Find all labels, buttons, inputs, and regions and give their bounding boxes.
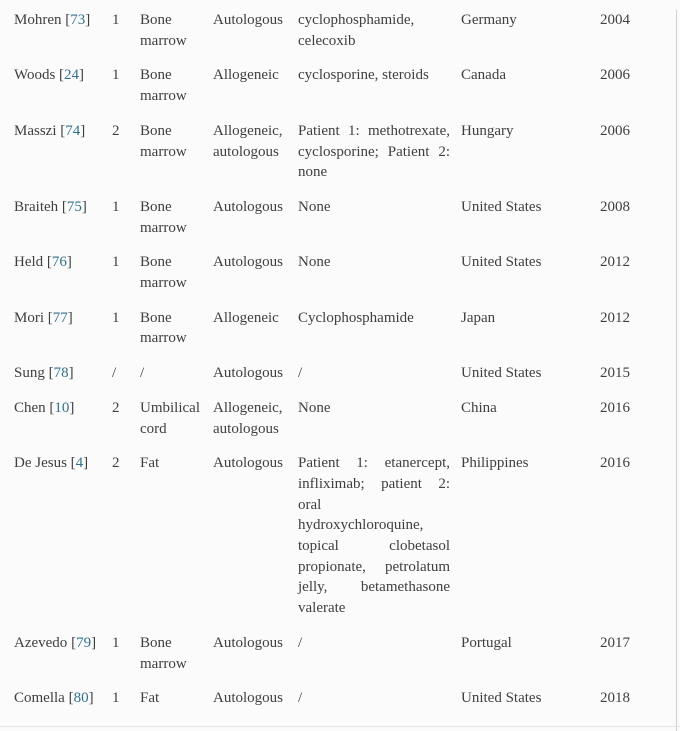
cell-source-cell: Umbilical cord [140, 399, 200, 437]
citation-open-bracket: [ [45, 399, 55, 416]
study-author-cell [14, 633, 112, 688]
year-cell: 2008 [600, 198, 630, 215]
author-name: Chen [14, 399, 46, 416]
table-row [14, 308, 645, 363]
transplant-type-cell: Allogeneic, autologous [213, 122, 283, 160]
cell-source-cell: Bone marrow [140, 67, 187, 105]
citation-open-bracket: [ [44, 309, 53, 326]
table-row [14, 197, 645, 252]
study-author-cell [14, 308, 112, 363]
patient-count-cell: 2 [112, 399, 120, 416]
patient-count-cell: 1 [112, 67, 120, 84]
citation-link[interactable]: 4 [75, 455, 84, 472]
citation-link[interactable]: 78 [53, 365, 69, 382]
year-cell: 2016 [600, 399, 630, 416]
study-author-cell [14, 10, 112, 65]
citation-open-bracket: [ [55, 67, 65, 84]
citation-close-bracket: ] [85, 12, 91, 28]
author-name: Azevedo [14, 634, 68, 651]
cell-source-cell: Bone marrow [140, 122, 187, 160]
citation-link[interactable]: 24 [64, 67, 80, 84]
transplant-type-cell: Allogeneic, autologous [213, 399, 283, 437]
content-bottom-divider [0, 726, 680, 727]
year-cell: 2018 [600, 690, 630, 707]
author-name: Sung [14, 365, 45, 382]
medications-cell: cyclophosphamide, celecoxib [298, 12, 415, 49]
transplant-type-cell: Autologous [213, 455, 284, 472]
citation-open-bracket: [ [56, 122, 66, 139]
table-row [14, 633, 645, 688]
author-name: Mohren [14, 12, 62, 28]
medications-cell: cyclosporine, steroids [298, 67, 429, 84]
patient-count-cell: 1 [112, 198, 120, 215]
study-author-cell [14, 398, 112, 453]
citation-open-bracket: [ [58, 198, 67, 215]
country-cell: United States [461, 254, 542, 271]
table-row [14, 10, 645, 65]
study-author-cell [14, 65, 112, 120]
citation-link[interactable]: 10 [54, 399, 70, 416]
table-row [14, 252, 645, 307]
year-cell: 2004 [600, 12, 630, 28]
cell-source-cell: / [140, 365, 145, 382]
citation-open-bracket: [ [67, 634, 77, 651]
transplant-type-cell: Autologous [213, 365, 284, 382]
citation-close-bracket: ] [67, 309, 73, 326]
patient-count-cell: 2 [112, 455, 120, 472]
transplant-type-cell: Allogeneic [213, 67, 279, 84]
country-cell: Philippines [461, 455, 529, 472]
table-row [14, 363, 645, 398]
country-cell: Japan [461, 309, 496, 326]
country-cell: United States [461, 365, 542, 382]
country-cell: United States [461, 690, 542, 707]
citation-close-bracket: ] [68, 365, 74, 382]
cell-source-cell: Bone marrow [140, 198, 187, 236]
cell-source-cell: Fat [140, 455, 160, 472]
citation-open-bracket: [ [44, 365, 54, 382]
transplant-type-cell: Autologous [213, 690, 284, 707]
article-page [0, 10, 680, 731]
year-cell: 2016 [600, 455, 630, 472]
year-cell: 2017 [600, 634, 630, 651]
table-row [14, 121, 645, 197]
medications-cell: None [298, 198, 331, 215]
cell-source-cell: Bone marrow [140, 309, 187, 347]
study-author-cell [14, 363, 112, 398]
transplant-type-cell: Autologous [213, 198, 284, 215]
table-row [14, 453, 645, 633]
author-name: Masszi [14, 122, 57, 139]
citation-close-bracket: ] [69, 399, 75, 416]
cell-source-cell: Bone marrow [140, 12, 187, 49]
citation-link[interactable]: 74 [65, 122, 81, 139]
citation-close-bracket: ] [81, 198, 87, 215]
patient-count-cell: 1 [112, 634, 120, 651]
patient-count-cell: 1 [112, 254, 120, 271]
author-name: Mori [14, 309, 44, 326]
citation-link[interactable]: 73 [70, 12, 86, 28]
medications-cell: Patient 1: etanercept, infliximab; patient 2: oral hydroxychloroquine, topical clobetasol propionate, petrolatum jelly, betamethasone valerate [298, 455, 450, 617]
citation-open-bracket: [ [66, 455, 76, 472]
citation-open-bracket: [ [43, 254, 52, 271]
patient-count-cell: 1 [112, 309, 120, 326]
table-row [14, 398, 645, 453]
medications-cell: / [298, 690, 303, 707]
cell-source-cell: Fat [140, 690, 160, 707]
citation-open-bracket: [ [64, 690, 74, 707]
study-author-cell [14, 453, 112, 633]
citation-close-bracket: ] [88, 690, 94, 707]
medications-cell: Patient 1: methotrexate, cyclosporine; Patient 2: none [298, 122, 450, 181]
patient-count-cell: 1 [112, 690, 120, 707]
citation-link[interactable]: 76 [51, 254, 67, 271]
author-name: Held [14, 254, 44, 271]
medications-cell: Cyclophosphamide [298, 309, 414, 326]
country-cell: Portugal [461, 634, 512, 651]
medications-cell: / [298, 365, 303, 382]
author-name: Woods [14, 67, 56, 84]
country-cell: Canada [461, 67, 506, 84]
year-cell: 2012 [600, 309, 630, 326]
study-author-cell [14, 121, 112, 197]
citation-close-bracket: ] [91, 634, 97, 651]
patient-count-cell: 2 [112, 122, 120, 139]
patient-count-cell: 1 [112, 12, 120, 28]
table-row [14, 65, 645, 120]
citation-close-bracket: ] [83, 455, 89, 472]
citation-close-bracket: ] [79, 67, 85, 84]
author-name: De Jesus [14, 455, 67, 472]
year-cell: 2006 [600, 122, 630, 139]
studies-tbody [14, 10, 645, 723]
medications-cell: None [298, 254, 331, 271]
transplant-type-cell: Autologous [213, 634, 284, 651]
transplant-type-cell: Autologous [213, 254, 284, 271]
medications-cell: / [298, 634, 303, 651]
medications-cell: None [298, 399, 331, 416]
country-cell: China [461, 399, 497, 416]
study-author-cell [14, 197, 112, 252]
author-name: Braiteh [14, 198, 59, 215]
transplant-type-cell: Allogeneic [213, 309, 279, 326]
citation-link[interactable]: 75 [66, 198, 82, 215]
country-cell: United States [461, 198, 542, 215]
transplant-type-cell: Autologous [213, 12, 284, 28]
year-cell: 2006 [600, 67, 630, 84]
table-row [14, 688, 645, 723]
studies-table [14, 10, 645, 723]
study-author-cell [14, 688, 112, 723]
country-cell: Hungary [461, 122, 514, 139]
citation-link[interactable]: 77 [52, 309, 68, 326]
citation-open-bracket: [ [61, 12, 71, 28]
author-name: Comella [14, 690, 65, 707]
year-cell: 2015 [600, 365, 630, 382]
country-cell: Germany [461, 12, 517, 28]
cell-source-cell: Bone marrow [140, 254, 187, 292]
content-right-border [676, 10, 677, 731]
cell-source-cell: Bone marrow [140, 634, 187, 672]
patient-count-cell: / [112, 365, 117, 382]
study-author-cell [14, 252, 112, 307]
citation-link[interactable]: 80 [73, 690, 89, 707]
citation-close-bracket: ] [80, 122, 86, 139]
citation-close-bracket: ] [66, 254, 72, 271]
citation-link[interactable]: 79 [76, 634, 92, 651]
year-cell: 2012 [600, 254, 630, 271]
